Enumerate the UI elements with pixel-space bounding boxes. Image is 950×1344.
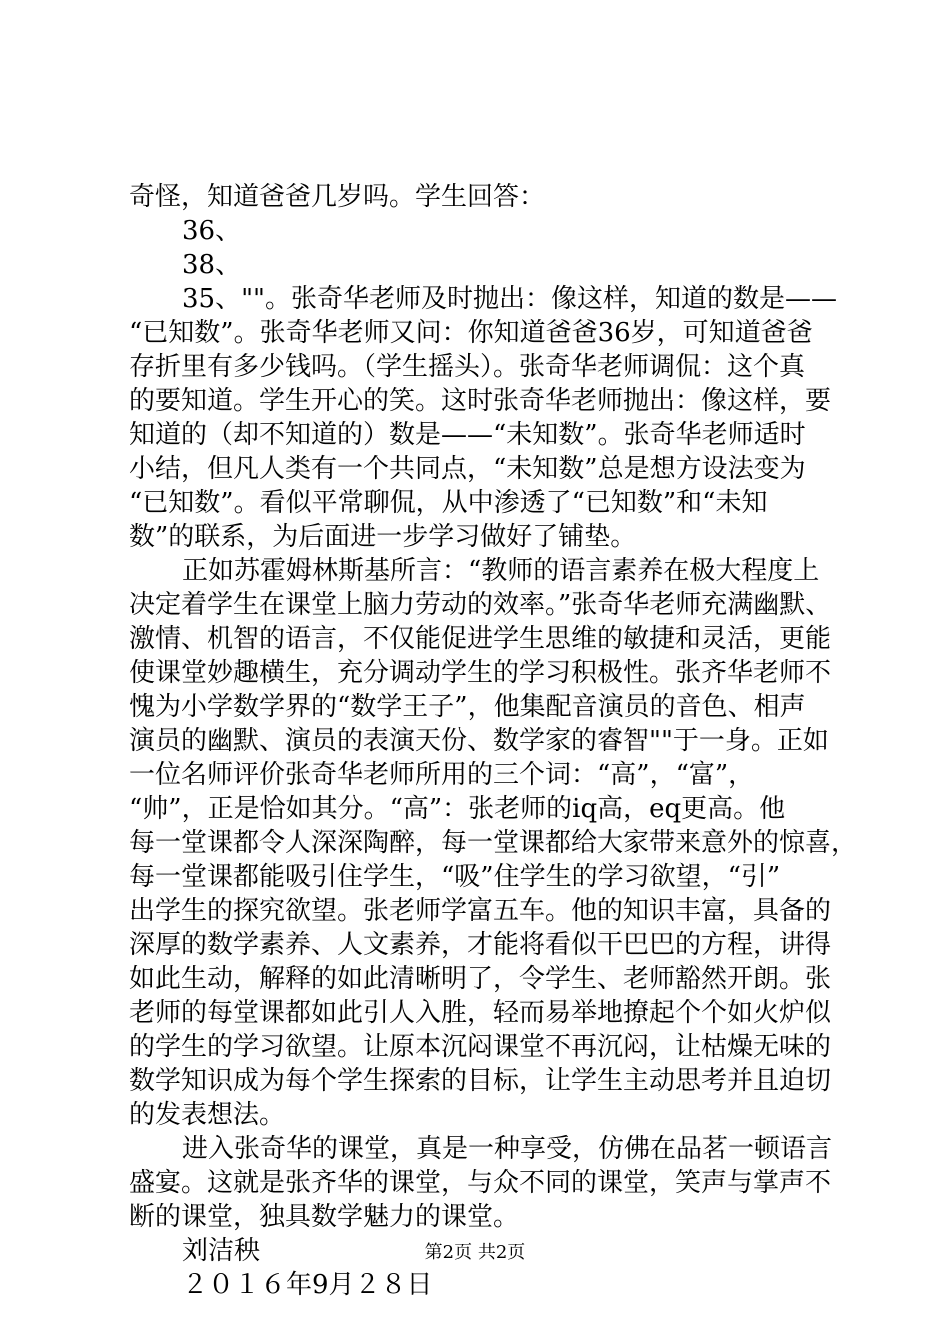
text-line: 的要知道。学生开心的笑。这时张奇华老师抛出：像这样，要 — [129, 386, 832, 416]
text-line: 演员的幽默、演员的表演天份、数学家的睿智""于一身。正如 — [129, 726, 829, 756]
text-line: “帅”，正是恰如其分。“高”：张老师的iq高，eq更高。他 — [129, 794, 786, 824]
text-line: 刘洁秧 — [182, 1236, 261, 1266]
text-line: 愧为小学数学界的“数学王子”，他集配音演员的音色、相声 — [129, 692, 806, 722]
text-line: ２０１６年9月２８日 — [182, 1270, 433, 1300]
text-line: 深厚的数学素养、人文素养，才能将看似干巴巴的方程，讲得 — [129, 930, 832, 960]
text-line: 一位名师评价张奇华老师所用的三个词：“高”，“富”， — [129, 760, 755, 790]
text-line: 老师的每堂课都如此引人入胜，轻而易举地撩起个个如火炉似 — [129, 998, 832, 1028]
text-line: 每一堂课都令人深深陶醉，每一堂课都给大家带来意外的惊喜， — [129, 828, 858, 858]
text-line: 38、 — [182, 250, 242, 280]
text-line: 出学生的探究欲望。张老师学富五车。他的知识丰富，具备的 — [129, 896, 832, 926]
text-line: “已知数”。看似平常聊侃，从中渗透了“已知数”和“未知 — [129, 488, 768, 518]
text-line: 36、 — [182, 216, 242, 246]
text-line: 小结，但凡人类有一个共同点，“未知数”总是想方设法变为 — [129, 454, 806, 484]
text-line: 知道的（却不知道的）数是——“未知数”。张奇华老师适时 — [129, 420, 806, 450]
text-line: 的学生的学习欲望。让原本沉闷课堂不再沉闷，让枯燥无味的 — [129, 1032, 832, 1062]
text-line: 正如苏霍姆林斯基所言：“教师的语言素养在极大程度上 — [182, 556, 820, 586]
page-footer: 第2页 共2页 — [424, 1242, 526, 1263]
text-line: 进入张奇华的课堂，真是一种享受，仿佛在品茗一顿语言 — [182, 1134, 833, 1164]
text-line: 盛宴。这就是张齐华的课堂，与众不同的课堂，笑声与掌声不 — [129, 1168, 832, 1198]
text-line: 的发表想法。 — [129, 1100, 286, 1130]
text-line: 激情、机智的语言，不仅能促进学生思维的敏捷和灵活，更能 — [129, 624, 832, 654]
text-line: 断的课堂，独具数学魅力的课堂。 — [129, 1202, 520, 1232]
text-line: 35、""。张奇华老师及时抛出：像这样，知道的数是—— — [182, 284, 838, 314]
text-line: 使课堂妙趣横生，充分调动学生的学习积极性。张齐华老师不 — [129, 658, 832, 688]
text-line: 数学知识成为每个学生探索的目标，让学生主动思考并且迫切 — [129, 1066, 832, 1096]
text-line: 数”的联系，为后面进一步学习做好了铺垫。 — [129, 522, 637, 552]
text-line: 每一堂课都能吸引住学生，“吸”住学生的学习欲望，“引” — [129, 862, 781, 892]
document-body — [129, 180, 858, 1302]
text-line: 奇怪，知道爸爸几岁吗。学生回答： — [129, 182, 546, 212]
text-line: 如此生动，解释的如此清晰明了，令学生、老师豁然开朗。张 — [129, 964, 832, 994]
text-line: 存折里有多少钱吗。（学生摇头）。张奇华老师调侃：这个真 — [129, 352, 806, 382]
text-line: 决定着学生在课堂上脑力劳动的效率。”张奇华老师充满幽默、 — [129, 590, 832, 620]
text-line: “已知数”。张奇华老师又问：你知道爸爸36岁，可知道爸爸 — [129, 318, 813, 348]
